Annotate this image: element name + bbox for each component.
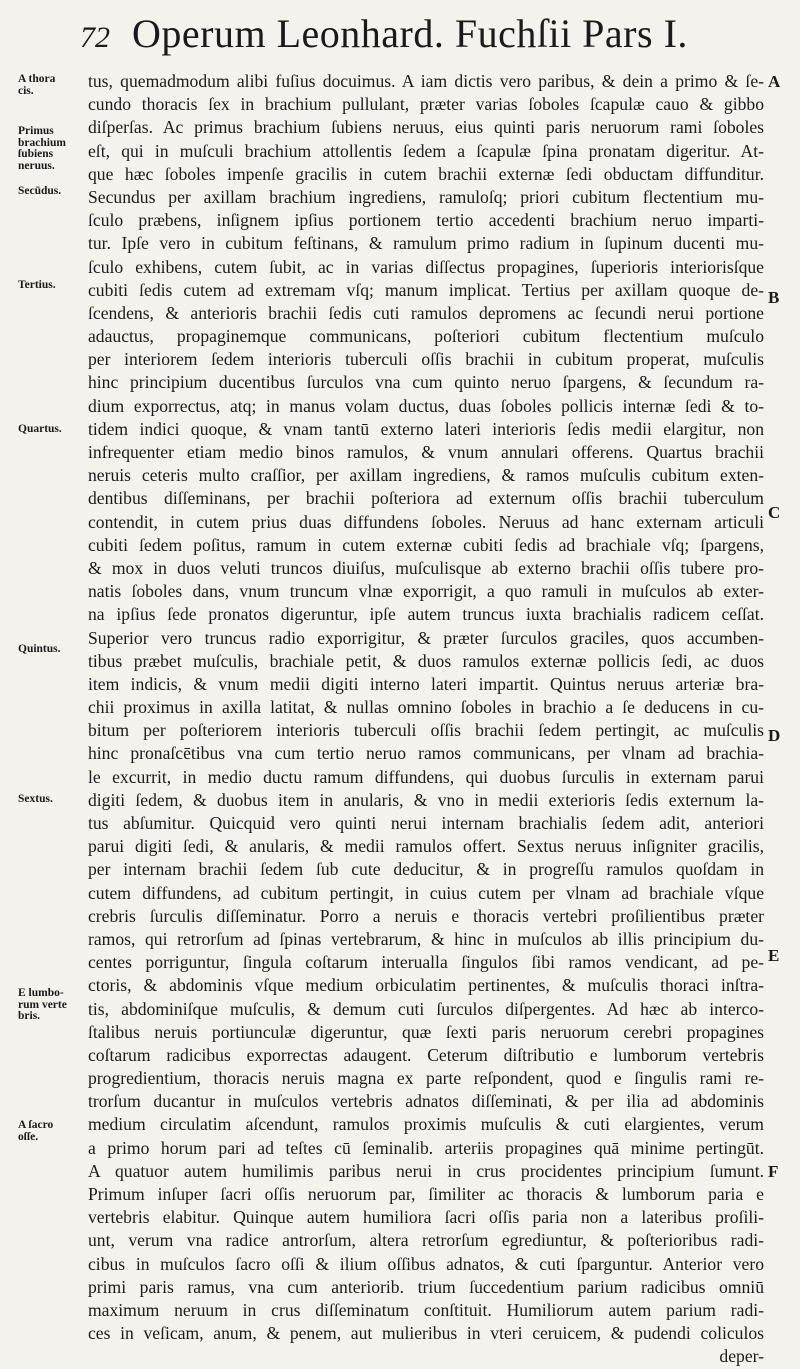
text-line: deper- xyxy=(719,1346,764,1367)
margin-note-a-thoracis: A thora cis. xyxy=(18,73,56,97)
text-line: natis ſoboles dans, vnum truncum vlnæ exporrigit, a quo ramuli in muſculos ab exter- xyxy=(88,581,764,602)
text-line: cubiti ſedem poſitus, ramum in cutem externæ cubiti ſedis ad brachiale vſq; ſpargens, xyxy=(88,534,764,555)
text-line: per interiorem ſedem interioris tuberculi oſſis brachii in cubitum properat, muſculis xyxy=(88,349,764,370)
text-line: Primum inſuper ſacri oſſis neruorum par, ſimiliter ac thoracis & lumborum paria e xyxy=(88,1184,764,1204)
text-line: per internam brachii ſedem ſub cute deducitur, & in progreſſu ramulos quoſdam in xyxy=(88,859,764,880)
text-line: coſtarum radicibus exporrectas adaugent. Ceterum diſtributio e lumborum vertebris xyxy=(88,1044,764,1065)
text-line: cutem diffundens, ad cubitum pertingit, in cuius cutem per vlnam ad brachiale vſque xyxy=(88,882,764,903)
text-line: centes porriguntur, ſingula coſtarum interualla ſingulos ſibi ramos vendicant, ad pe- xyxy=(88,952,764,973)
text-line: diſperſas. Ac primus brachium ſubiens neruus, eius quinti paris neruorum rami ſoboles xyxy=(88,117,764,138)
text-line: A quatuor autem humilimis paribus nerui in crus procidentes principium ſumunt. xyxy=(88,1160,764,1181)
margin-note-sextus: Sextus. xyxy=(18,793,53,805)
margin-note-quintus: Quintus. xyxy=(18,643,61,655)
text-line: cundo thoracis ſex in brachium pullulant, præter varias ſoboles ſcapulæ cauo & gibbo xyxy=(88,94,764,115)
margin-note-primus: Primus brachium ſubiens neruus. xyxy=(18,125,66,172)
text-line: cibus in muſculos ſacro oſſi & ilium oſſibus adnatos, & cuti ſparguntur. Anterior vero xyxy=(88,1253,764,1274)
text-line: le excurrit, in medio ductu ramum diffundens, qui duobus ſurculis in externam parui xyxy=(88,766,764,787)
text-line: hinc pronaſcētibus vna cum tertio neruo ramos communicans, per vlnam ad brachia- xyxy=(88,743,764,764)
text-line: ces in veſicam, anum, & penem, aut mulieribus in vteri ceruicem, & pudendi coliculos xyxy=(88,1323,764,1344)
section-letter-e: E xyxy=(768,946,780,965)
text-line: na ipſius ſede pronatos digeruntur, ipſe autem truncus iuxta brachialis radicem ceſſat. xyxy=(88,604,764,625)
running-title: Operum Leonhard. Fuchſii Pars I. xyxy=(132,11,688,56)
text-line: progredientium, thoracis neruis magna ex parte reſpondent, quod e ſingulis rami re- xyxy=(88,1068,764,1089)
text-line: crebris ſurculis diſſeminatur. Porro a neruis e thoracis vertebri proſilientibus præter xyxy=(88,905,764,926)
text-line: que hæc ſoboles impenſe gracilis in cutem brachii externæ ſedi obductam diffunditur. xyxy=(88,163,764,184)
text-line: ſculo præbens, inſignem ipſius portionem tertio accedenti brachium neruo imparti- xyxy=(88,210,764,231)
text-line: vertebris elabitur. Quinque autem humiliora ſacri oſſis paria non a lateribus proſili- xyxy=(88,1207,764,1228)
text-line: dentibus diſſeminans, per brachii poſteriora ad externum oſſis brachii tuberculum xyxy=(88,488,764,509)
text-line: & mox in duos veluti truncos diuiſus, muſculisque ab externo brachii oſſis tubere pro- xyxy=(88,557,764,578)
text-line: hinc principium ducentibus ſurculos vna cum quinto neruo ſpargens, & ſecundum ra- xyxy=(88,372,764,393)
text-line: maximum neruum in crus diſſeminatum conſtituit. Humiliorum autem parium radi- xyxy=(88,1299,764,1320)
text-line: chii proximus in axilla latitat, & nullas omnino ſoboles in brachio a ſe deducens in cu- xyxy=(88,697,764,718)
main-text xyxy=(88,70,764,1369)
text-line: ramos, qui retrorſum ad ſpinas vertebrarum, & hinc in muſculos ab illis principium du- xyxy=(88,928,764,949)
text-line: digiti ſedem, & duobus item in anularis, & vno in medii exterioris ſedis externum la- xyxy=(88,789,764,810)
text-line: Secundus per axillam brachium ingrediens, ramuloſq; priori cubitum flectentium mu- xyxy=(88,186,764,207)
text-line: a primo horum pari ad teſtes cū ſeminalib. arteriis propagines quā minime pertingūt. xyxy=(88,1137,764,1158)
section-letter-d: D xyxy=(768,726,781,745)
margin-note-quartus: Quartus. xyxy=(18,423,62,435)
section-letter-b: B xyxy=(768,288,780,307)
text-line: tibus præbet muſculis, brachiale petit, & duos ramulos externæ pollicis ſedi, ac duos xyxy=(88,650,764,671)
text-line: infrequenter etiam medio binos ramulos, & vnum annulari offerens. Quartus brachii xyxy=(88,442,764,462)
text-line: primi paris ramus, vna cum anteriorib. trium ſuccedentium parium radicibus omniū xyxy=(88,1276,764,1297)
text-line: unt, verum vna radice antrorſum, altera retrorſum egrediuntur, & poſterioribus radi- xyxy=(88,1230,764,1251)
text-line: ſcendens, & anterioris brachii ſedis cuti ramulos depromens ac ſecundi nerui portione xyxy=(88,302,764,323)
section-letter-a: A xyxy=(768,72,781,91)
margin-note-a-sacro: A ſacro oſſe. xyxy=(18,1119,54,1143)
margin-note-tertius: Tertius. xyxy=(18,279,56,291)
section-letter-f: F xyxy=(768,1162,779,1181)
text-line: bitum per poſteriorem interioris tuberculi oſſis brachii ſedem pertingit, ac muſculis xyxy=(88,720,764,741)
page-header xyxy=(80,10,720,70)
text-line: tur. Ipſe vero in cubitum feſtinans, & ramulum primo radium in ſupinum ducenti mu- xyxy=(88,233,764,254)
text-line: tus abſumitur. Quicquid vero quinti nerui internam brachialis ſedem adit, anteriori xyxy=(88,813,764,833)
section-letter-c: C xyxy=(768,503,781,522)
text-line: tus, quemadmodum alibi fuſius docuimus. A iam dictis vero paribus, & dein a primo & ſe- xyxy=(88,71,764,91)
text-line: adauctus, propaginemque communicans, poſteriori cubitum flectentium muſculo xyxy=(88,326,764,347)
text-line: trorſum ducantur in muſculos vertebris adnatos diſſeminati, & per ilia ad abdominis xyxy=(88,1091,764,1112)
text-line: ctoris, & abdominis vſque medium orbiculatim pertinentes, & muſculis thoraci inſtra- xyxy=(88,975,764,996)
page-number: 72 xyxy=(80,21,110,54)
margin-note-e-lumborum: E lumbo- rum verte bris. xyxy=(18,987,67,1022)
text-line: Superior vero truncus radio exporrigitur, & præter ſurculos graciles, quos accumben- xyxy=(88,627,764,648)
margin-note-secundus: Secūdus. xyxy=(18,185,62,197)
text-line: ſculo exhibens, cutem ſubit, ac in varias diſſectus propagines, ſuperioris interiorisſque xyxy=(88,256,764,277)
text-line: eſt, qui in muſculi brachium attollentis ſedem a ſcapulæ ſpina pronatam digeritur. At- xyxy=(88,140,764,161)
text-line: cubiti ſedis cutem ad extremam vſq; manum implicat. Tertius per axillam quoque de- xyxy=(88,279,764,300)
text-line: neruis ceteris multo craſſior, per axillam ingrediens, & ramos muſculis cubitum exten- xyxy=(88,465,764,486)
text-line: contendit, in cutem prius duas diffundens ſoboles. Neruus ad hanc externam articuli xyxy=(88,511,764,532)
text-line: tis, abdominiſque muſculis, & demum cuti ſurculos diſpergentes. Ad hæc ab interco- xyxy=(88,998,764,1019)
text-line: medium circulatim aſcendunt, ramulos proximis muſculis & cuti elargientes, verum xyxy=(88,1114,764,1135)
text-line: parui digiti ſedi, & anularis, & medii ramulos offert. Sextus neruus inſigniter gracilis, xyxy=(88,836,764,857)
text-line: item indicis, & vnum medii digiti interno lateri impartit. Quintus neruus arteriæ bra- xyxy=(88,673,764,694)
text-line: ſtalibus neruis portiunculæ digeruntur, quæ ſexti paris neruorum cerebri propagines xyxy=(88,1021,764,1042)
text-line: tidem indici quoque, & vnam tantū externo lateri interioris ſedis medii elargitur, non xyxy=(88,418,764,439)
text-line: dium exporrectus, atq; in manus volam ductus, duas ſoboles pollicis internæ ſedi & to- xyxy=(88,395,764,416)
